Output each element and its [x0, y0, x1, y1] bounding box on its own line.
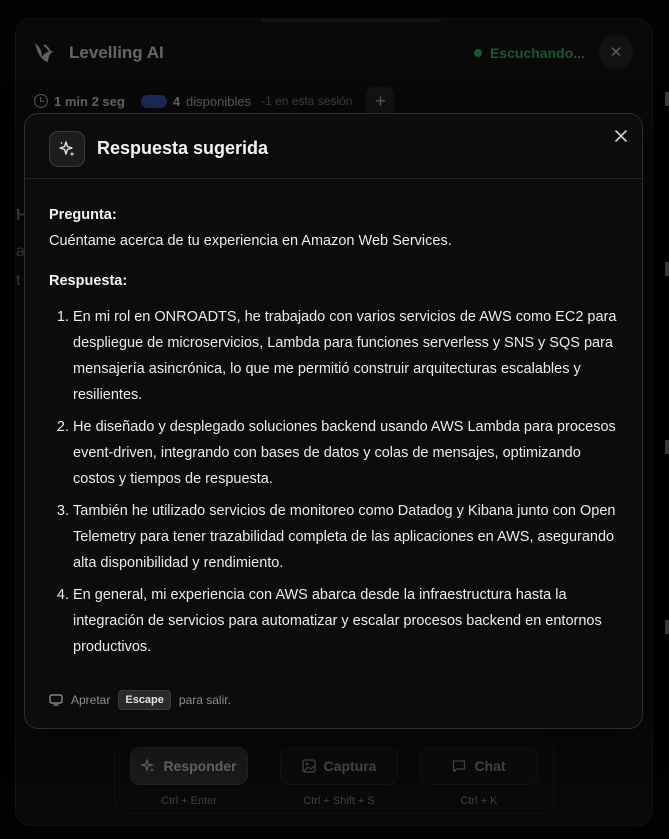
answer-item: 3. También he utilizado servicios de monitoreo como Datadog y Kibana junto con Open Telemetry para tener trazabilidad completa de las aplicaciones en AWS, asegurando alta disponibilidad y rendimiento.	[73, 498, 621, 576]
question-label: Pregunta:	[49, 207, 117, 223]
question-text: Cuéntame acerca de tu experiencia en Amazon Web Services.	[49, 233, 452, 249]
edge-marker	[665, 262, 669, 276]
modal-header	[25, 114, 642, 179]
close-icon	[615, 130, 627, 142]
footer-suffix: para salir.	[178, 693, 231, 707]
escape-key-badge: Escape	[118, 690, 171, 710]
modal-body	[49, 202, 621, 666]
sparkle-icon	[58, 140, 76, 158]
edge-marker	[665, 92, 669, 106]
answer-label: Respuesta:	[49, 273, 128, 289]
answer-item: 2. He diseñado y desplegado soluciones backend usando AWS Lambda para procesos event-driven, integrando con bases de datos y colas de mensajes, optimizando costos y tiempos de respuesta.	[73, 414, 621, 492]
modal-icon-box	[49, 131, 85, 167]
answer-item: 1. En mi rol en ONROADTS, he trabajado con varios servicios de AWS como EC2 para despliegue de microservicios, Lambda para funciones serverless y SNS y SQS para mensajería asincrónica, lo que me permitió construir arquitecturas escalables y resilientes.	[73, 304, 621, 408]
suggested-response-modal	[24, 113, 643, 729]
edge-marker	[665, 620, 669, 634]
modal-title: Respuesta sugerida	[97, 138, 269, 158]
monitor-icon	[49, 694, 63, 706]
answer-list	[49, 304, 621, 660]
edge-marker	[665, 440, 669, 454]
question-block	[49, 202, 621, 254]
modal-footer	[49, 690, 231, 710]
footer-prefix: Apretar	[71, 693, 111, 707]
modal-close-button[interactable]	[611, 126, 631, 146]
answer-item: 4. En general, mi experiencia con AWS abarca desde la infraestructura hasta la integración de servicios para automatizar y escalar procesos backend en entornos productivos.	[73, 582, 621, 660]
